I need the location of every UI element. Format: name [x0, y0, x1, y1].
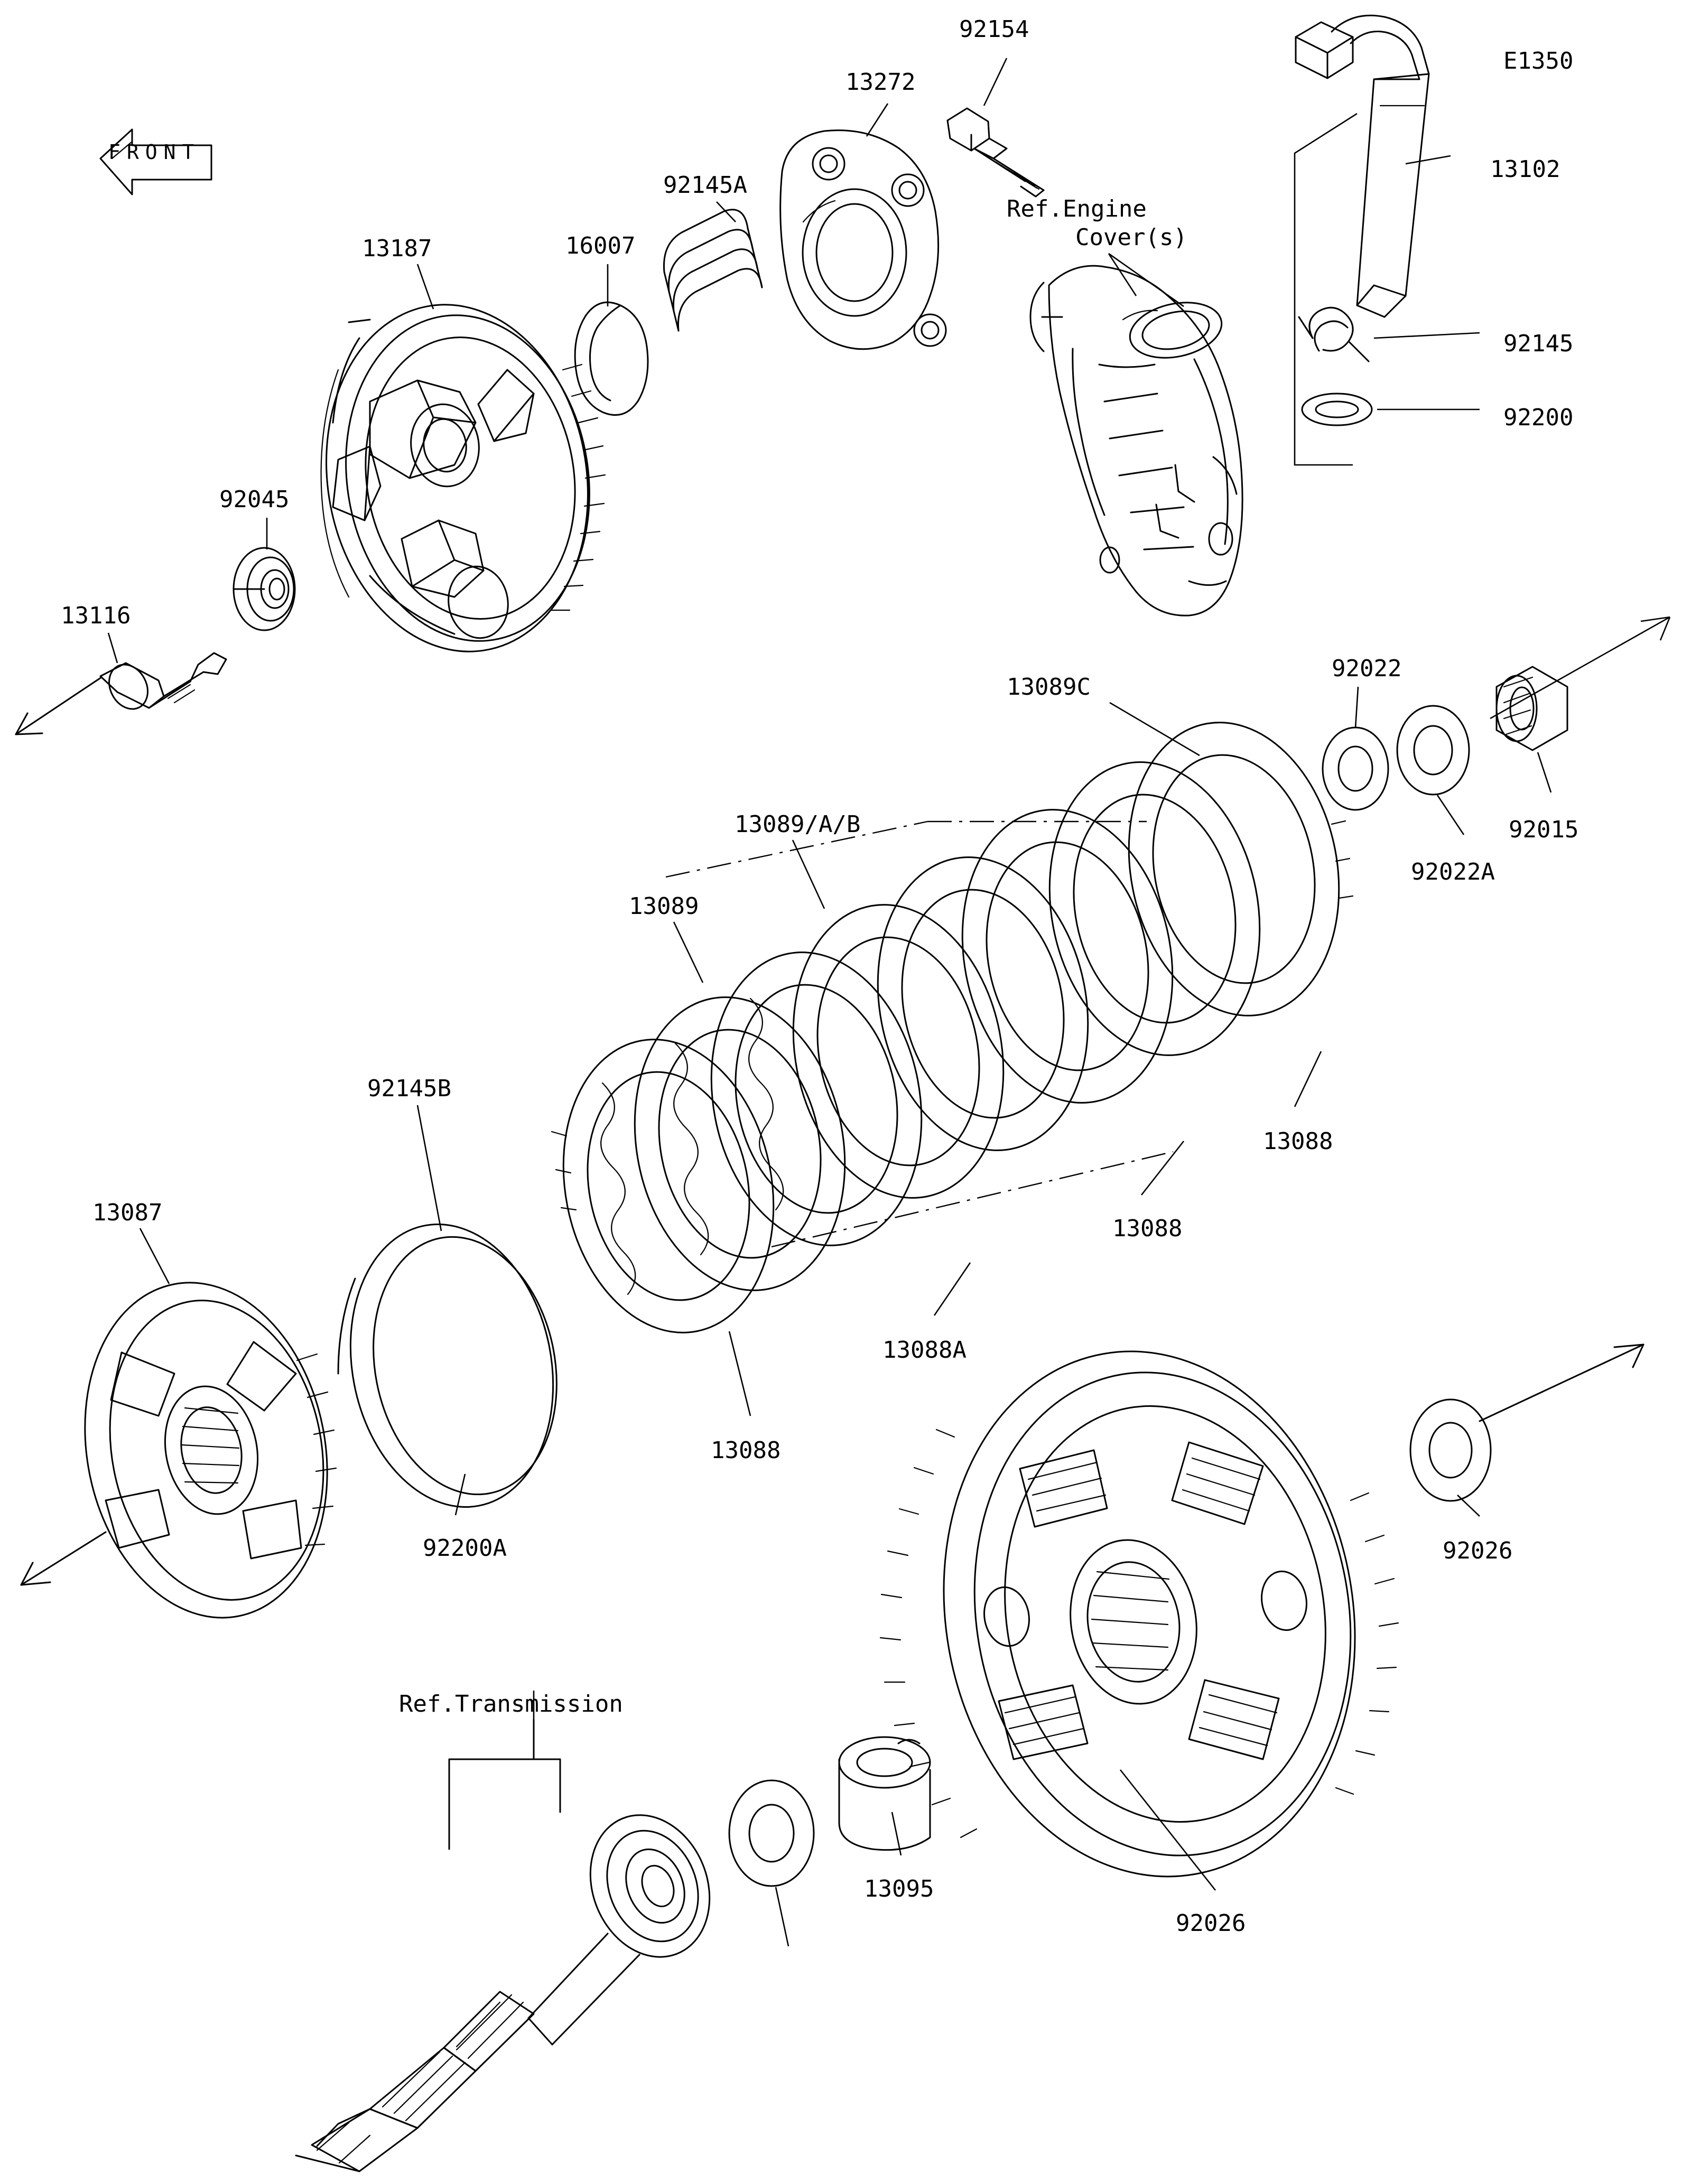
- part-13102-release-shaft: [1296, 15, 1429, 317]
- part-92045-bearing: [234, 548, 295, 630]
- part-label-92022: 92022: [1332, 655, 1402, 682]
- part-16007-seat: [575, 302, 648, 415]
- part-label-92200: 92200: [1503, 404, 1574, 431]
- part-label-92145A: 92145A: [663, 172, 747, 199]
- part-13087-clutch-hub: [21, 1262, 355, 1639]
- part-13116-push-rod: [16, 653, 226, 734]
- part-92022A-washer: [1397, 706, 1469, 795]
- part-92145-small-spring: [1299, 307, 1369, 361]
- part-label-92200A: 92200A: [423, 1535, 507, 1562]
- ref-engine-cover-art: [1030, 266, 1242, 615]
- part-label-13088-right: 13088: [1263, 1128, 1333, 1155]
- part-92145B-ring: [327, 1207, 578, 1525]
- part-label-13116: 13116: [61, 602, 131, 629]
- part-92026-washer-bottom: [729, 1780, 814, 1886]
- ref-engine-cover-line2: Cover(s): [1075, 224, 1187, 251]
- leader-lines: [108, 58, 1670, 1946]
- part-13187-clutch-plate: [302, 286, 612, 671]
- part-label-13095: 92026: [1176, 1910, 1246, 1937]
- part-label-13089: 13089: [629, 893, 699, 920]
- part-label-13088-middle: 13088: [1112, 1215, 1183, 1242]
- front-marker-label: FRONT: [108, 141, 201, 164]
- part-label-13089AB: 13089/A/B: [735, 811, 861, 838]
- part-label-92139: 13095: [864, 1875, 934, 1902]
- part-label-92154: 92154: [959, 16, 1029, 43]
- part-label-13087: 13087: [92, 1199, 163, 1226]
- ref-transmission-label: Ref.Transmission: [399, 1691, 623, 1718]
- ref-engine-cover-line1: Ref.Engine: [1007, 195, 1147, 222]
- part-label-92145: 92145: [1503, 330, 1574, 357]
- part-13095-clutch-housing: [880, 1319, 1398, 1910]
- part-label-92015: 92015: [1509, 816, 1579, 843]
- part-clutch-plate-stack: [539, 704, 1363, 1351]
- part-label-13187: 13187: [362, 235, 432, 262]
- part-92154-bolt: [947, 108, 1044, 197]
- part-92022-washer: [1323, 727, 1388, 810]
- part-92200-washer: [1302, 394, 1372, 425]
- part-label-92145B: 92145B: [367, 1075, 451, 1102]
- part-13272-release-holder: [781, 130, 946, 349]
- part-label-13088A: 13088A: [882, 1337, 967, 1364]
- part-label-92022A: 92022A: [1411, 858, 1495, 885]
- part-92139-bushing: [839, 1737, 930, 1850]
- part-label-92045: 92045: [219, 486, 290, 513]
- part-label-13272: 13272: [846, 69, 916, 96]
- ref-transmission-shaft: [296, 1720, 730, 2171]
- part-label-13088-bottom: 13088: [711, 1437, 781, 1464]
- part-label-92026-right: 92026: [1443, 1537, 1513, 1564]
- part-92026-washer-right: [1410, 1345, 1643, 1501]
- reference-code-e1350: E1350: [1503, 48, 1574, 74]
- part-label-16007: 16007: [565, 232, 636, 259]
- part-label-13102: 13102: [1490, 156, 1560, 183]
- part-92145A-spring: [664, 210, 762, 331]
- part-label-13089C: 13089C: [1007, 674, 1091, 701]
